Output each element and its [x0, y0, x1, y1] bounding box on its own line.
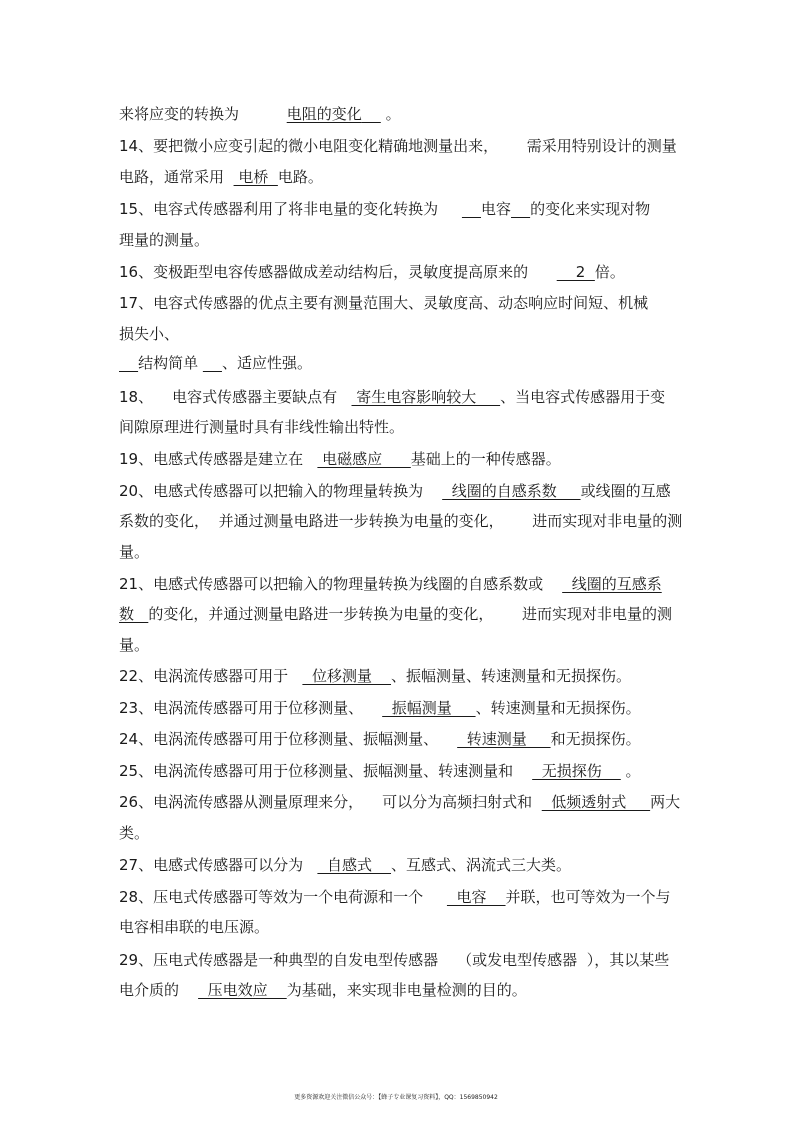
text-segment	[438, 951, 457, 969]
text-segment: 进而实现对非电量的测	[532, 512, 683, 530]
text-segment: 18、	[119, 388, 154, 406]
text-segment: 量。	[119, 543, 150, 561]
text-segment: 、振幅测量、转速测量和无损探伤。	[391, 667, 632, 685]
text-line	[119, 665, 692, 687]
text-line	[119, 886, 692, 908]
text-segment: 、当电容式传感器用于变	[500, 388, 666, 406]
footer-note: 更多资源欢迎关注微信公众号：【蜂子专业课复习资料】，QQ：1569850942	[294, 1094, 498, 1101]
text-segment: 和无损探伤。	[550, 730, 641, 748]
text-line	[119, 510, 692, 532]
answer-blank: 寄生电容影响较大	[351, 388, 501, 406]
answer-blank	[362, 105, 381, 123]
text-segment: 为基础，来实现非电量检测的目的。	[286, 981, 527, 999]
text-line	[119, 728, 692, 750]
text-segment: 16、变极距型电容传感器做成差动结构后，灵敏度提高原来的	[119, 263, 529, 281]
text-segment: 17、电容式传感器的优点主要有测量范围大、灵敏度高、动态响应时间短、机械	[119, 294, 649, 312]
text-segment: 可以分为高频扫射式和	[382, 793, 533, 811]
text-segment: 结构简单	[138, 354, 199, 372]
text-segment: 27、电感式传感器可以分为	[119, 856, 304, 874]
answer-blank: 压电效应	[198, 981, 287, 999]
text-segment: 、适应性强。	[221, 354, 312, 372]
answer-blank: 线圈的自感系数	[442, 482, 581, 500]
text-segment: （或发电型传感器	[457, 951, 578, 969]
text-line	[119, 103, 692, 125]
text-line	[119, 603, 692, 625]
text-segment	[438, 730, 457, 748]
text-line	[119, 448, 692, 470]
answer-blank: 电阻的变化	[286, 105, 362, 123]
text-segment	[493, 605, 522, 623]
text-segment	[363, 793, 382, 811]
text-line	[119, 135, 692, 157]
text-segment: 理量的测量。	[119, 231, 210, 249]
text-segment	[303, 450, 317, 468]
text-segment: 电路。	[277, 168, 323, 186]
answer-blank	[203, 354, 222, 372]
text-segment: 15、电容式传感器利用了将非电量的变化转换为	[119, 200, 439, 218]
text-line	[119, 292, 692, 314]
answer-blank: 无损探伤	[532, 762, 621, 780]
text-segment: 19、电感式传感器是建立在	[119, 450, 304, 468]
answer-blank: 2	[556, 263, 595, 281]
text-line	[119, 573, 692, 595]
text-segment: 。	[380, 105, 401, 123]
answer-blank: 低频透射式	[541, 793, 651, 811]
text-segment: 来将应变的转换为	[119, 105, 240, 123]
text-segment	[239, 105, 287, 123]
text-segment: 电容式传感器主要缺点有	[172, 388, 338, 406]
text-segment: 21、电感式传感器可以把输入的物理量转换为线圈的自感系数或	[119, 575, 544, 593]
answer-blank: 振幅测量	[382, 699, 476, 717]
text-line	[119, 949, 692, 971]
text-segment: 并联，也可等效为一个与	[505, 888, 671, 906]
text-segment: 或线圈的互感	[580, 482, 671, 500]
text-segment: 、互感式、涡流式三大类。	[391, 856, 572, 874]
text-segment: 的变化来实现对物	[530, 200, 651, 218]
text-segment	[528, 263, 557, 281]
text-segment: 系数的变化，	[119, 512, 210, 530]
text-segment	[224, 168, 234, 186]
text-segment: 量。	[119, 636, 150, 654]
text-segment: 类。	[119, 824, 150, 842]
text-segment: 间隙原理进行测量时具有非线性输出特性。	[119, 418, 405, 436]
answer-blank: 电容	[446, 888, 506, 906]
text-segment	[423, 482, 442, 500]
text-segment	[363, 699, 382, 717]
text-segment: 电介质的	[119, 981, 180, 999]
answer-blank	[119, 354, 138, 372]
text-segment: 14、要把微小应变引起的微小电阻变化精确地测量出来，	[119, 137, 499, 155]
text-line	[119, 979, 692, 1001]
answer-blank: 电桥	[233, 168, 278, 186]
text-segment	[577, 951, 587, 969]
text-line	[119, 791, 692, 813]
text-segment: 进而实现对非电量的测	[521, 605, 672, 623]
text-segment: 28、压电式传感器可等效为一个电荷源和一个	[119, 888, 424, 906]
text-segment	[288, 667, 302, 685]
text-segment	[153, 388, 172, 406]
text-segment: 需采用特别设计的测量	[526, 137, 677, 155]
text-segment: 、转速测量和无损探伤。	[475, 699, 641, 717]
text-segment: 20、电感式传感器可以把输入的物理量转换为	[119, 482, 424, 500]
text-line	[119, 760, 692, 782]
text-line	[119, 261, 692, 283]
text-segment: 22、电涡流传感器可用于	[119, 667, 289, 685]
text-segment: 两大	[650, 793, 681, 811]
text-segment	[498, 137, 527, 155]
answer-blank: 自感式	[317, 856, 392, 874]
text-segment	[513, 762, 532, 780]
text-segment: 26、电涡流传感器从测量原理来分，	[119, 793, 364, 811]
text-segment: ），其以某些	[586, 951, 670, 969]
answer-blank	[511, 200, 530, 218]
text-segment	[438, 200, 462, 218]
text-segment	[504, 512, 533, 530]
text-segment	[423, 888, 447, 906]
text-segment	[179, 981, 198, 999]
text-segment: 25、电涡流传感器可用于位移测量、振幅测量、转速测量和	[119, 762, 514, 780]
answer-blank: 位移测量	[302, 667, 392, 685]
text-line	[119, 822, 692, 844]
text-segment: 29、压电式传感器是一种典型的自发电型传感器	[119, 951, 439, 969]
text-segment: 损失小、	[119, 325, 180, 343]
text-segment: 并通过测量电路进一步转换为电量的变化，	[218, 512, 504, 530]
text-line	[119, 352, 692, 374]
text-line	[119, 480, 692, 502]
answer-blank: 转速测量	[457, 730, 551, 748]
text-line	[119, 634, 692, 656]
text-segment: 电路，通常采用	[119, 168, 225, 186]
text-line	[119, 416, 692, 438]
text-line	[119, 541, 692, 563]
text-segment	[209, 512, 219, 530]
text-segment	[303, 856, 317, 874]
text-segment: 的变化，并通过测量电路进一步转换为电量的变化，	[148, 605, 494, 623]
text-line	[119, 697, 692, 719]
answer-blank: 线圈的互感系	[562, 575, 662, 593]
text-segment	[532, 793, 542, 811]
answer-blank	[462, 200, 481, 218]
text-segment	[337, 388, 351, 406]
answer-blank: 电磁感应	[317, 450, 411, 468]
answer-blank: 数	[119, 605, 149, 623]
text-line	[119, 229, 692, 251]
text-segment: 电容	[481, 200, 512, 218]
text-segment: 。	[620, 762, 641, 780]
text-line	[119, 854, 692, 876]
text-line	[119, 916, 692, 938]
text-line	[119, 166, 692, 188]
text-line	[119, 386, 692, 408]
text-line	[119, 323, 692, 345]
text-line	[119, 198, 692, 220]
text-segment: 倍。	[594, 263, 625, 281]
text-segment: 24、电涡流传感器可用于位移测量、振幅测量、	[119, 730, 439, 748]
text-segment: 电容相串联的电压源。	[119, 918, 270, 936]
text-segment: 基础上的一种传感器。	[410, 450, 561, 468]
text-segment	[543, 575, 562, 593]
text-segment: 23、电涡流传感器可用于位移测量、	[119, 699, 364, 717]
